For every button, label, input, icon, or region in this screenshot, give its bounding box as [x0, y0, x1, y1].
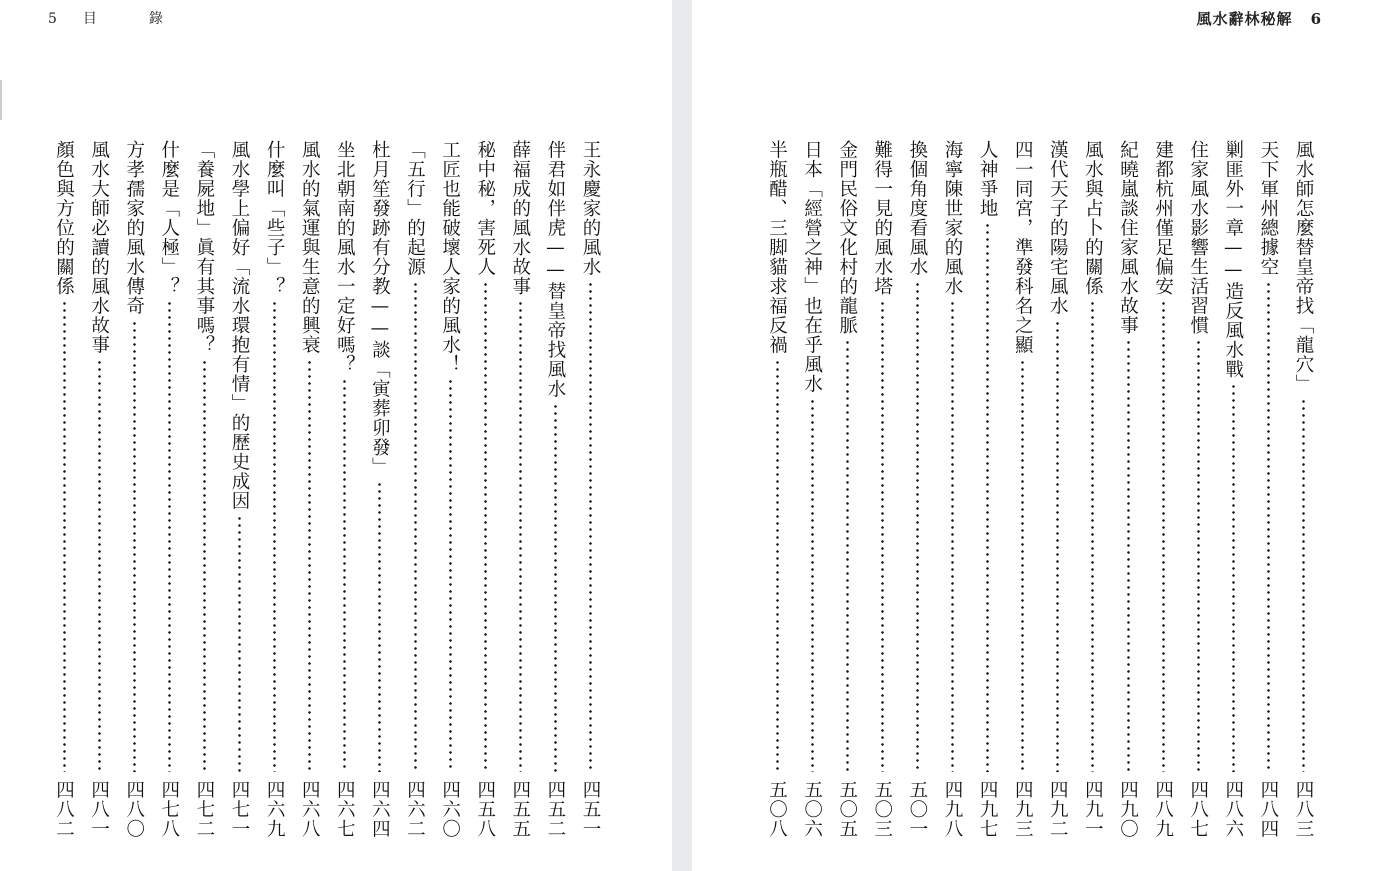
toc-entry-page: 四八四 [1257, 780, 1279, 839]
toc-leader-dots [1267, 281, 1270, 772]
toc-entry [1113, 140, 1143, 840]
toc-entry-title: 伴君如伴虎——替皇帝找風水 [544, 140, 566, 399]
toc-leader-dots [1021, 359, 1024, 772]
toc-leader-dots [916, 281, 919, 772]
toc-entry-title: 坐北朝南的風水一定好嗎？ [334, 140, 356, 374]
toc-leader-dots [168, 300, 171, 772]
toc-entry-page: 四八二 [53, 780, 75, 839]
right-page-header [1197, 8, 1322, 29]
toc-entry-page: 四七八 [158, 780, 180, 839]
toc-entry [972, 140, 1002, 840]
toc-leader-dots [881, 300, 884, 772]
toc-entry-title: 風水學上偏好「流水環抱有情」的歷史成因 [229, 140, 250, 511]
toc-leader-dots [273, 300, 276, 772]
toc-entry-page: 四六二 [404, 780, 426, 839]
toc-entry-title: 風水師怎麼替皇帝找「龍穴」 [1293, 140, 1314, 394]
toc-entry [797, 140, 827, 840]
toc-entry [1183, 140, 1213, 840]
toc-entry-title: 風水大師必讀的風水故事 [88, 140, 110, 355]
toc-entry-title: 風水的氣運與生意的興衰 [299, 140, 321, 355]
toc-leader-dots [1232, 383, 1235, 772]
toc-entry [400, 140, 430, 840]
toc-leader-dots [98, 359, 101, 772]
toc-entry [1042, 140, 1072, 840]
toc-entry-page: 四六〇 [439, 780, 461, 839]
toc-entry-title: 金門民俗文化村的龍脈 [836, 140, 858, 335]
toc-entry [575, 140, 605, 840]
toc-entry-page: 四六四 [369, 780, 391, 839]
toc-leader-dots [378, 481, 381, 772]
toc-entry-title: 漢代天子的陽宅風水 [1047, 140, 1069, 316]
toc-entry-title: 日本「經營之神」也在乎風水 [801, 140, 823, 394]
toc-entry [902, 140, 932, 840]
toc-entry-page: 四五二 [544, 780, 566, 839]
toc-leader-dots [1127, 339, 1130, 772]
toc-entry-page: 四七二 [193, 780, 215, 839]
toc-entry-page: 四九二 [1047, 780, 1069, 839]
toc-entry [1253, 140, 1283, 840]
toc-entry-title: 顏色與方位的關係 [53, 140, 75, 296]
left-page-header [48, 8, 163, 28]
toc-entry-page: 四六七 [334, 780, 356, 839]
toc-entry-page: 四八九 [1152, 780, 1174, 839]
toc-entry [435, 140, 465, 840]
toc-leader-dots [308, 359, 311, 772]
toc-entry-page: 五〇三 [871, 780, 893, 839]
toc-entry-page: 四七一 [229, 780, 250, 839]
toc-entry-title: 難得一見的風水塔 [871, 140, 893, 296]
toc-entry-page: 五〇六 [801, 780, 823, 839]
toc-entry [937, 140, 967, 840]
toc-entry-page: 四六八 [299, 780, 321, 839]
toc-entry-title: 四一同宮，準發科名之顯 [1012, 140, 1034, 355]
toc-leader-dots [986, 222, 989, 772]
toc-entry-title: 半瓶醋、三脚貓求福反禍 [766, 140, 788, 355]
toc-leader-dots [1162, 300, 1165, 772]
toc-entry-title: 秘中秘，害死人 [474, 140, 496, 277]
toc-entry-page: 四九一 [1082, 780, 1104, 839]
book-title: 風水辭林秘解 [1196, 10, 1293, 28]
toc-entry-page: 四八七 [1187, 780, 1209, 839]
toc-leader-dots [1302, 398, 1305, 772]
toc-entry-title: 方孝孺家的風水傳奇 [123, 140, 145, 316]
toc-leader-dots [449, 378, 452, 772]
toc-leader-dots [951, 300, 954, 772]
scan-edge-mark [0, 80, 2, 120]
right-page-number: 6 [1310, 10, 1322, 28]
toc-entry-title: 剿匪外一章——造反風水戰 [1222, 140, 1244, 379]
toc-entry-title: 王永慶家的風水 [580, 140, 601, 277]
toc-leader-dots [133, 320, 136, 772]
toc-entry-title: 「養屍地」眞有其事嗎？ [193, 140, 215, 355]
toc-leader-dots [238, 515, 241, 772]
toc-entry-title: 什麼叫「些子」？ [264, 140, 286, 296]
toc-leader-dots [414, 281, 417, 772]
toc-entry-page: 四九〇 [1117, 780, 1139, 839]
toc-entry [119, 140, 149, 840]
toc-leader-dots [343, 378, 346, 772]
toc-entry-title: 工匠也能破壞人家的風水！ [439, 140, 461, 374]
toc-entry-page: 五〇八 [766, 780, 788, 839]
toc-entry-page: 四五一 [580, 780, 601, 839]
toc-leader-dots [776, 359, 779, 772]
toc-entry-page: 四八一 [88, 780, 110, 839]
toc-entry-page: 四八六 [1222, 780, 1244, 839]
right-page [692, 0, 1400, 871]
toc-entry-page: 五〇一 [906, 780, 928, 839]
toc-leader-dots [1056, 320, 1059, 772]
toc-entry [294, 140, 324, 840]
toc-entry-page: 四五五 [509, 780, 531, 839]
toc-entry-page: 四九七 [977, 780, 999, 839]
toc-leader-dots [589, 281, 592, 772]
header-title-char-2: 錄 [148, 11, 163, 27]
header-title-char-1: 目 [82, 11, 97, 27]
toc-entry [1077, 140, 1107, 840]
toc-entry-page: 四九八 [942, 780, 963, 839]
toc-entry-title: 風水與占卜的關係 [1082, 140, 1104, 296]
toc-leader-dots [203, 359, 206, 772]
toc-entry [1288, 140, 1318, 840]
toc-entry [364, 140, 394, 840]
toc-entry-title: 杜月笙發跡有分教——談「寅葬卯發」 [369, 140, 391, 477]
toc-entry [540, 140, 570, 840]
toc-entry-page: 四六九 [264, 780, 286, 839]
toc-entry-title: 什麼是「人極」？ [158, 140, 180, 296]
toc-leader-dots [1091, 300, 1094, 772]
toc-entry [1148, 140, 1178, 840]
toc-entry [505, 140, 535, 840]
toc-entry-title: 天下軍州總據空 [1257, 140, 1279, 277]
toc-leader-dots [811, 398, 814, 772]
toc-entry-page: 五〇五 [836, 780, 858, 839]
toc-entry-title: 薛福成的風水故事 [509, 140, 531, 296]
toc-leader-dots [554, 403, 557, 772]
toc-entry-page: 四八〇 [123, 780, 145, 839]
left-page-number: 5 [48, 11, 57, 27]
toc-leader-dots [63, 300, 66, 772]
toc-entry [49, 140, 79, 840]
toc-entry-title: 「五行」的起源 [404, 140, 426, 277]
toc-entry-title: 住家風水影響生活習慣 [1187, 140, 1209, 335]
toc-leader-dots [519, 300, 522, 772]
toc-leader-dots [1197, 339, 1200, 772]
toc-entry [867, 140, 897, 840]
toc-entry [762, 140, 792, 840]
toc-entry-page: 四五八 [474, 780, 496, 839]
toc-entry [84, 140, 114, 840]
toc-entry-page: 四九三 [1012, 780, 1034, 839]
toc-entry-title: 換個角度看風水 [906, 140, 928, 277]
toc-entry-title: 建都杭州僅足偏安 [1152, 140, 1174, 296]
toc-entry [1007, 140, 1037, 840]
toc-entry-title: 紀曉嵐談住家風水故事 [1117, 140, 1139, 335]
toc-entry-page: 四八三 [1293, 780, 1314, 839]
toc-entry [189, 140, 219, 840]
toc-entry [259, 140, 289, 840]
toc-entry [470, 140, 500, 840]
toc-entry [224, 140, 254, 840]
toc-entry [832, 140, 862, 840]
toc-entry [154, 140, 184, 840]
toc-entry-title: 人神爭地 [977, 140, 999, 218]
left-page [0, 0, 672, 871]
toc-leader-dots [846, 339, 849, 772]
toc-entry-title: 海寧陳世家的風水 [942, 140, 963, 296]
toc-entry [1218, 140, 1248, 840]
toc-leader-dots [484, 281, 487, 772]
toc-entry [329, 140, 359, 840]
